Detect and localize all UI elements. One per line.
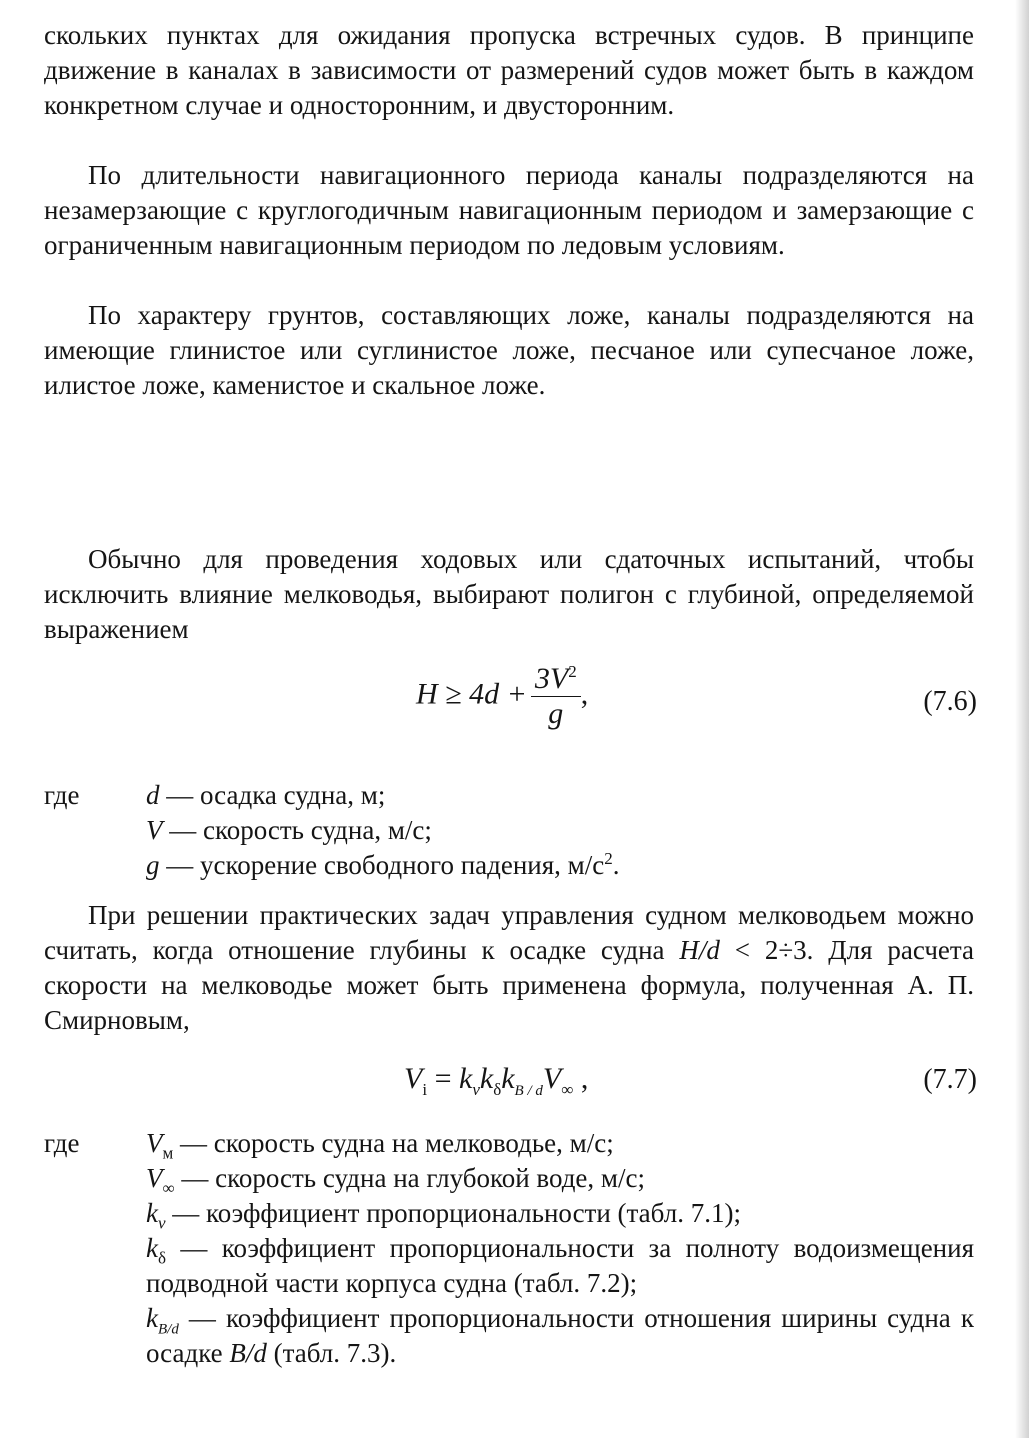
paragraph-2: По длительности навигационного периода каналы подразделяются на незамерзающие с круглогодичным навигационным периодом и замерзающие с ограниченным навигационным периодом по ледовым условиям. [44,160,974,260]
definition-kdelta: $k_\delta$ — коэффициент пропорциональности за полноту водоизмещения подводной части корпуса судна (табл. 7.2); [146,1233,974,1298]
definition-v-shallow: где $V_м$ — скорость судна на мелководье, м/с; [44,1128,614,1163]
formula-7-6: H ≥ 4d + $\frac{3V^2}{g}$ , (7.6) [416,662,977,730]
definitions-1 [44,778,974,883]
equation-number-7-6: (7.6) [923,686,977,717]
equation-number-7-7: (7.7) [923,1064,977,1095]
definition-kbd: $k_{B/d}$ — коэффициент пропорциональности отношения ширины судна к осадке B/d (табл. 7.3). [146,1303,974,1368]
paragraph-1: скольких пунктах для ожидания пропуска встречных судов. В принципе движение в каналах в зависимости от размерений судов может быть в каждом конкретном случае и односторонним, и двусторонним. [44,20,974,120]
page-edge-shadow [1015,0,1029,1438]
definition-d: где d — осадка судна, м; [44,780,386,810]
paragraph-3: По характеру грунтов, составляющих ложе, каналы подразделяются на имеющие глинистое или суглинистое ложе, песчаное или супесчаное ложе, илистое ложе, каменистое и скальное ложе. [44,300,974,400]
definition-v-deep: $V_\infty$ — скорость судна на глубокой воде, м/с; [146,1163,645,1198]
definition-g: g — ускорение свободного падения, $м/с^2$. [146,849,620,880]
paragraph-5: При решении практических задач управления судном мелководьем можно считать, когда отношение глубины к осадке судна H/d < 2÷3. Для расчета скорости на мелководье может быть применена формула, полученная А. П. Смирновым, [44,900,974,1035]
formula-lhs: H ≥ 4d + [416,677,527,711]
formula-7-7: $V_i = k_vk_\delta k_{B / d}V_\infty$ , (7.7) [404,1062,977,1099]
paragraph-4: Обычно для проведения ходовых или сдаточных испытаний, чтобы исключить влияние мелководья, выбирают полигон с глубиной, определяемой выражением [44,544,974,644]
definitions-2 [44,1126,974,1371]
definition-v: V — скорость судна, м/с; [146,815,432,845]
definition-kv: $k_v$ — коэффициент пропорциональности (табл. 7.1); [146,1198,741,1233]
page-gap [0,430,1029,526]
formula-fraction: $\frac{3V^2}{g}$ [531,664,581,729]
